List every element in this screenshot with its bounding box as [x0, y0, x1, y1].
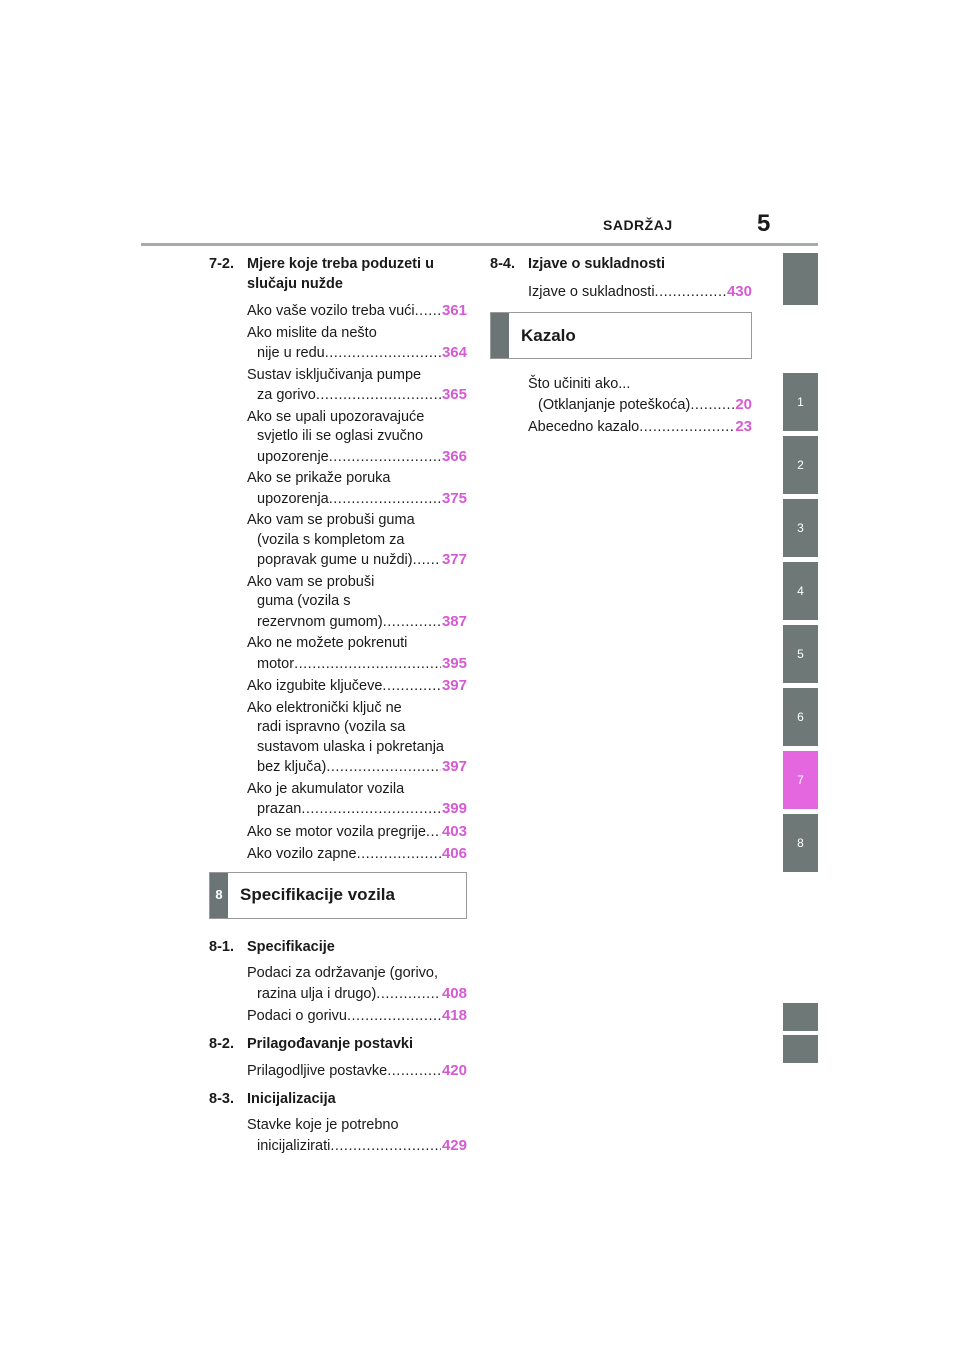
toc-entry-list-index	[490, 375, 752, 438]
section-title: Prilagođavanje postavki	[247, 1035, 414, 1052]
toc-page-link[interactable]: 429	[441, 1136, 467, 1154]
toc-entry-list-8-2	[209, 1061, 467, 1082]
toc-entry-text: rezervnom gumom)	[257, 613, 383, 630]
toc-entry-text: (Otklanjanje poteškoća)	[538, 396, 691, 413]
side-tab-1[interactable]: 1	[783, 373, 818, 431]
section-title-line: Mjere koje treba poduzeti u	[247, 256, 434, 272]
toc-entry-text: nije u redu	[257, 345, 325, 361]
toc-entry-list-8-4	[490, 282, 752, 303]
section-7-2-heading	[209, 255, 467, 294]
side-tab-4[interactable]: 4	[783, 562, 818, 620]
leader-dots	[326, 758, 441, 778]
leader-dots	[639, 418, 734, 438]
toc-entry-text: prazan	[257, 801, 302, 817]
toc-entry[interactable]	[209, 469, 467, 509]
side-tab-8[interactable]: 8	[783, 814, 818, 872]
section-8-1-heading	[209, 938, 467, 958]
toc-entry[interactable]	[209, 1061, 467, 1082]
leader-dots	[413, 551, 441, 571]
section-number: 8-2.	[209, 1035, 234, 1052]
toc-page-link[interactable]: 403	[441, 822, 467, 840]
toc-page-link[interactable]: 361	[441, 302, 467, 319]
toc-page-link[interactable]: 387	[441, 612, 467, 630]
index-banner[interactable]	[490, 312, 752, 359]
section-title: Izjave o sukladnosti	[528, 256, 665, 272]
toc-page-link[interactable]: 365	[441, 386, 467, 403]
toc-page-link[interactable]: 430	[726, 282, 752, 300]
side-tab-3[interactable]: 3	[783, 499, 818, 557]
header-rule	[141, 243, 818, 246]
toc-entry[interactable]	[209, 634, 467, 674]
section-8-4-heading	[490, 255, 752, 275]
toc-page-link[interactable]: 366	[441, 447, 467, 465]
toc-entry-text: Abecedno kazalo	[528, 419, 640, 435]
toc-entry[interactable]	[209, 573, 467, 633]
toc-page-link[interactable]: 420	[441, 1062, 467, 1079]
toc-entry-list-8-3	[209, 1116, 467, 1156]
toc-page-link[interactable]: 399	[441, 800, 467, 817]
chapter-title: Specifikacije vozila	[240, 885, 395, 905]
chapter-8-banner[interactable]	[209, 872, 467, 919]
toc-entry-text: Ako se motor vozila pregrije	[247, 823, 426, 840]
toc-entry-text: Ako se prikaže poruka	[247, 470, 391, 486]
side-tab-6[interactable]: 6	[783, 688, 818, 746]
index-title: Kazalo	[521, 325, 576, 345]
toc-entry-text: Podaci za održavanje (gorivo,	[247, 965, 439, 981]
toc-entry[interactable]	[209, 324, 467, 364]
toc-entry[interactable]	[490, 417, 752, 438]
section-8-3-heading	[209, 1090, 467, 1110]
toc-entry[interactable]	[209, 1116, 467, 1156]
side-tab-blank[interactable]	[783, 253, 818, 305]
toc-entry-text: upozorenje	[257, 448, 329, 465]
toc-entry-text: upozorenja	[257, 490, 329, 507]
toc-entry-list-8-1	[209, 964, 467, 1027]
side-tab-7[interactable]: 7	[783, 751, 818, 809]
toc-page-link[interactable]: 395	[441, 654, 467, 672]
toc-right-column	[490, 255, 752, 440]
leader-dots	[376, 985, 441, 1005]
section-title: Specifikacije	[247, 938, 335, 955]
toc-entry-text: Ako mislite da nešto	[247, 324, 377, 341]
side-tab-blank[interactable]	[783, 1035, 818, 1063]
section-title: Inicijalizacija	[247, 1090, 336, 1107]
toc-entry-text: Ako vaše vozilo treba vući	[247, 303, 415, 319]
page-number: 5	[757, 210, 771, 237]
page-header-title: SADRŽAJ	[603, 217, 673, 233]
toc-page-link[interactable]: 406	[441, 845, 467, 862]
toc-entry-text: za gorivo	[257, 387, 316, 403]
toc-page-link[interactable]: 408	[441, 984, 467, 1002]
toc-page-link[interactable]: 23	[735, 418, 752, 435]
toc-entry-text: Izjave o sukladnosti	[528, 283, 655, 300]
toc-entry[interactable]	[209, 301, 467, 322]
toc-entry-text: bez ključa)	[257, 759, 327, 775]
toc-entry-text: Stavke koje je potrebno	[247, 1117, 399, 1133]
toc-page-link[interactable]: 20	[735, 395, 752, 413]
leader-dots	[347, 1007, 441, 1027]
leader-dots	[655, 283, 726, 303]
toc-entry[interactable]	[209, 366, 467, 406]
toc-entry[interactable]	[209, 408, 467, 468]
leader-dots	[415, 302, 441, 322]
side-tab-2[interactable]: 2	[783, 436, 818, 494]
chapter-tab-number: 8	[210, 873, 228, 918]
leader-dots	[330, 1137, 441, 1157]
toc-page-link[interactable]: 364	[441, 344, 467, 361]
leader-dots	[329, 448, 441, 468]
leader-dots	[329, 490, 441, 510]
section-number: 7-2.	[209, 256, 234, 272]
chapter-tab	[491, 313, 509, 358]
toc-entry[interactable]	[209, 511, 467, 571]
leader-dots	[690, 396, 734, 416]
leader-dots	[357, 845, 441, 865]
toc-entry-text: inicijalizirati	[257, 1137, 331, 1154]
toc-entry[interactable]	[490, 282, 752, 303]
toc-left-column	[209, 255, 467, 1158]
toc-entry[interactable]	[209, 964, 467, 1004]
leader-dots	[383, 613, 441, 633]
toc-entry-text: Ako izgubite ključeve	[247, 678, 383, 694]
toc-page-link[interactable]: 375	[441, 489, 467, 507]
section-8-2-heading	[209, 1035, 467, 1055]
toc-entry[interactable]	[209, 780, 467, 820]
toc-entry-text: radi ispravno (vozila sa	[257, 719, 406, 735]
leader-dots	[294, 655, 441, 675]
toc-entry-text: Ako elektronički ključ ne	[247, 699, 402, 716]
toc-entry-text: razina ulja i drugo)	[257, 985, 377, 1002]
toc-entry-text: motor	[257, 655, 295, 672]
toc-entry-list-7-2	[209, 301, 467, 865]
side-tab-blank[interactable]	[783, 1003, 818, 1031]
toc-entry[interactable]	[209, 699, 467, 778]
toc-entry[interactable]	[209, 676, 467, 697]
section-number: 8-4.	[490, 256, 515, 272]
toc-entry[interactable]	[209, 844, 467, 865]
leader-dots	[382, 677, 441, 697]
toc-entry-text: Ako vam se probuši guma	[247, 512, 415, 528]
side-tab-5[interactable]: 5	[783, 625, 818, 683]
toc-entry-text: Ako je akumulator vozila	[247, 780, 405, 797]
toc-entry-text: Ako vam se probuši	[247, 573, 375, 590]
toc-page-link[interactable]: 397	[441, 758, 467, 775]
toc-entry-text: Podaci o gorivu	[247, 1008, 347, 1024]
leader-dots	[325, 344, 441, 364]
toc-entry[interactable]	[209, 1006, 467, 1027]
toc-entry-text: guma (vozila s	[257, 593, 351, 609]
toc-page-link[interactable]: 418	[441, 1007, 467, 1024]
toc-page-link[interactable]: 397	[441, 677, 467, 694]
toc-entry-text: Ako ne možete pokrenuti	[247, 635, 408, 651]
toc-entry[interactable]	[490, 375, 752, 415]
toc-entry-text: Sustav isključivanja pumpe	[247, 366, 422, 383]
toc-entry-text: Što učiniti ako...	[528, 376, 631, 392]
toc-entry-text: Ako vozilo zapne	[247, 846, 357, 862]
toc-entry[interactable]	[209, 822, 467, 843]
toc-entry-text: sustavom ulaska i pokretanja	[257, 738, 444, 755]
toc-entry-text: Prilagodljive postavke	[247, 1063, 388, 1079]
toc-entry-text: svjetlo ili se oglasi zvučno	[257, 428, 424, 444]
section-title-line: slučaju nužde	[247, 275, 343, 292]
leader-dots	[426, 823, 441, 843]
section-number: 8-3.	[209, 1090, 234, 1107]
leader-dots	[387, 1062, 441, 1082]
toc-entry-text: (vozila s kompletom za	[257, 531, 405, 548]
section-number: 8-1.	[209, 938, 234, 955]
toc-entry-text: popravak gume u nuždi)	[257, 552, 413, 568]
toc-entry-text: Ako se upali upozoravajuće	[247, 408, 425, 425]
leader-dots	[316, 386, 441, 406]
leader-dots	[301, 800, 441, 820]
toc-page-link[interactable]: 377	[441, 551, 467, 568]
